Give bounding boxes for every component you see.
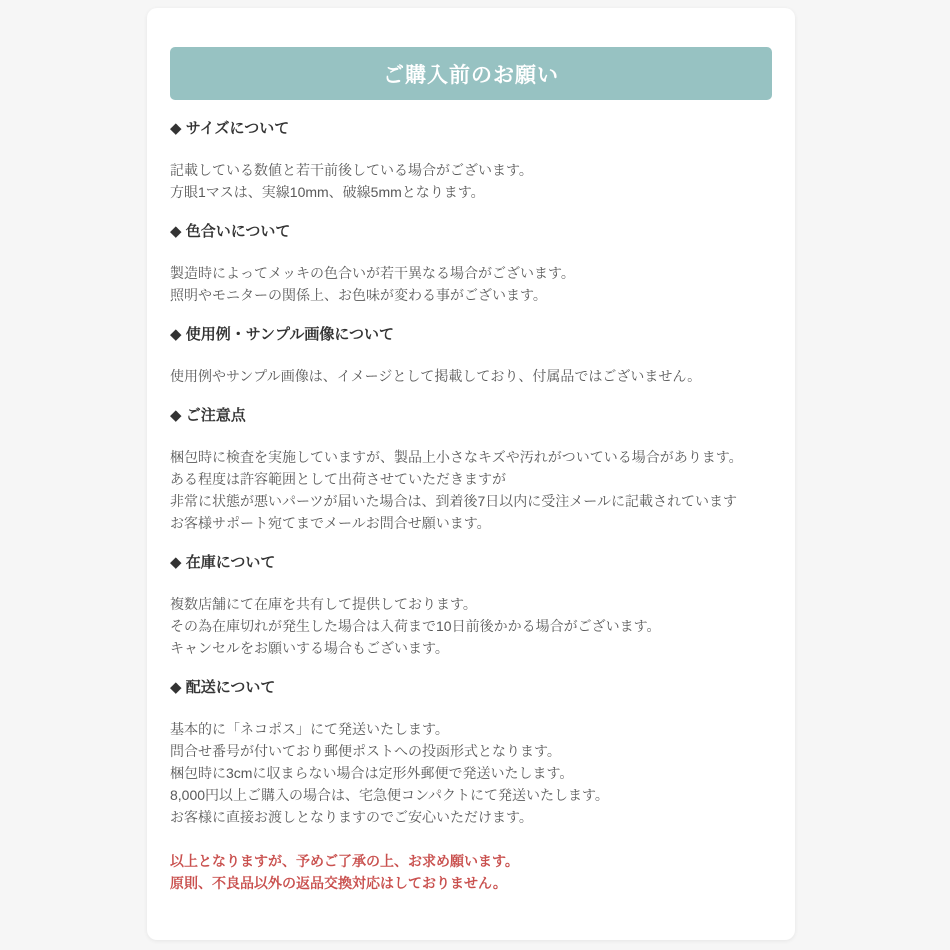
section-body-line: 問合せ番号が付いており郵便ポストへの投函形式となります。 [170,743,561,759]
section-body-line: 基本的に「ネコポス」にて発送いたします。 [170,721,449,737]
section-body-line: お客様サポート宛てまでメールお問合せ願います。 [170,515,491,531]
section-body-line: 製造時によってメッキの色合いが若干異なる場合がございます。 [170,265,575,281]
notice-section [170,554,772,659]
section-body-line: 複数店舗にて在庫を共有して提供しております。 [170,596,477,612]
warning-line: 以上となりますが、予めご了承の上、お求め願います。 [170,853,519,869]
section-heading: ◆ 使用例・サンプル画像について [170,326,395,343]
section-body-line: 8,000円以上ご購入の場合は、宅急便コンパクトにて発送いたします。 [170,787,609,803]
section-heading: ◆ 色合いについて [170,223,291,240]
notice-section [170,223,772,306]
section-body-line: 使用例やサンプル画像は、イメージとして掲載しており、付属品ではございません。 [170,368,702,384]
section-body-line: 照明やモニターの関係上、お色味が変わる事がございます。 [170,287,547,303]
section-body-line: お客様に直接お渡しとなりますのでご安心いただけます。 [170,809,533,825]
notice-section [170,407,772,534]
notice-section [170,326,772,387]
section-body-line: キャンセルをお願いする場合もございます。 [170,640,449,656]
section-body-line: 方眼1マスは、実線10mm、破線5mmとなります。 [170,184,485,200]
warning-notice [170,850,772,894]
section-body-line: 記載している数値と若干前後している場合がございます。 [170,162,533,178]
page-title: ご購入前のお願い [170,47,772,100]
notice-section [170,679,772,828]
section-heading: ◆ ご注意点 [170,407,246,424]
purchase-notice-card [147,8,795,940]
section-heading: ◆ サイズについて [170,120,290,137]
warning-line: 原則、不良品以外の返品交換対応はしておりません。 [170,875,507,891]
section-body-line: 梱包時に3cmに収まらない場合は定形外郵便で発送いたします。 [170,765,574,781]
section-heading: ◆ 在庫について [170,554,276,571]
section-body-line: 梱包時に検査を実施していますが、製品上小さなキズや汚れがついている場合があります。 [170,449,743,465]
notice-sections [170,120,772,828]
section-body-line: その為在庫切れが発生した場合は入荷まで10日前後かかる場合がございます。 [170,618,661,634]
section-body-line: 非常に状態が悪いパーツが届いた場合は、到着後7日以内に受注メールに記載されています [170,493,737,509]
section-body-line: ある程度は許容範囲として出荷させていただきますが [170,471,506,487]
notice-section [170,120,772,203]
section-heading: ◆ 配送について [170,679,276,696]
